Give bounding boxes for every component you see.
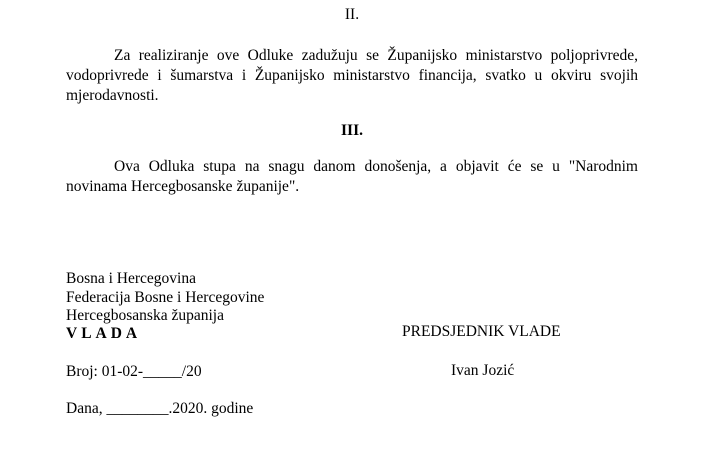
section-2-line-3: mjerodavnosti. <box>66 87 159 104</box>
section-3-heading: III. <box>341 122 363 139</box>
section-2-heading: II. <box>344 6 360 23</box>
section-2-line-1: Za realiziranje ove Odluke zadužuju se Županijsko ministarstvo poljoprivrede, <box>114 47 638 64</box>
section-2-paragraph <box>66 46 638 106</box>
signatory-name: Ivan Jozić <box>451 362 515 379</box>
section-3-paragraph <box>66 157 638 197</box>
reference-number: Broj: 01-02-_____/20 <box>66 363 202 380</box>
issuer-canton: Hercegbosanska županija <box>66 307 224 324</box>
date-line: Dana, ________.2020. godine <box>66 400 254 417</box>
issuer-government: VLADA <box>66 325 142 342</box>
section-3-line-2: novinama Hercegbosanske županije". <box>66 178 300 195</box>
section-3-line-1: Ova Odluka stupa na snagu danom donošenja, a objavit će se u "Narodnim <box>114 158 638 175</box>
issuer-country: Bosna i Hercegovina <box>66 270 196 287</box>
issuer-federation: Federacija Bosne i Hercegovine <box>66 289 265 306</box>
section-2-line-2: vodoprivrede i šumarstva i Županijsko ministarstvo financija, svatko u okviru svojih <box>66 67 638 84</box>
signatory-title: PREDSJEDNIK VLADE <box>402 323 561 340</box>
